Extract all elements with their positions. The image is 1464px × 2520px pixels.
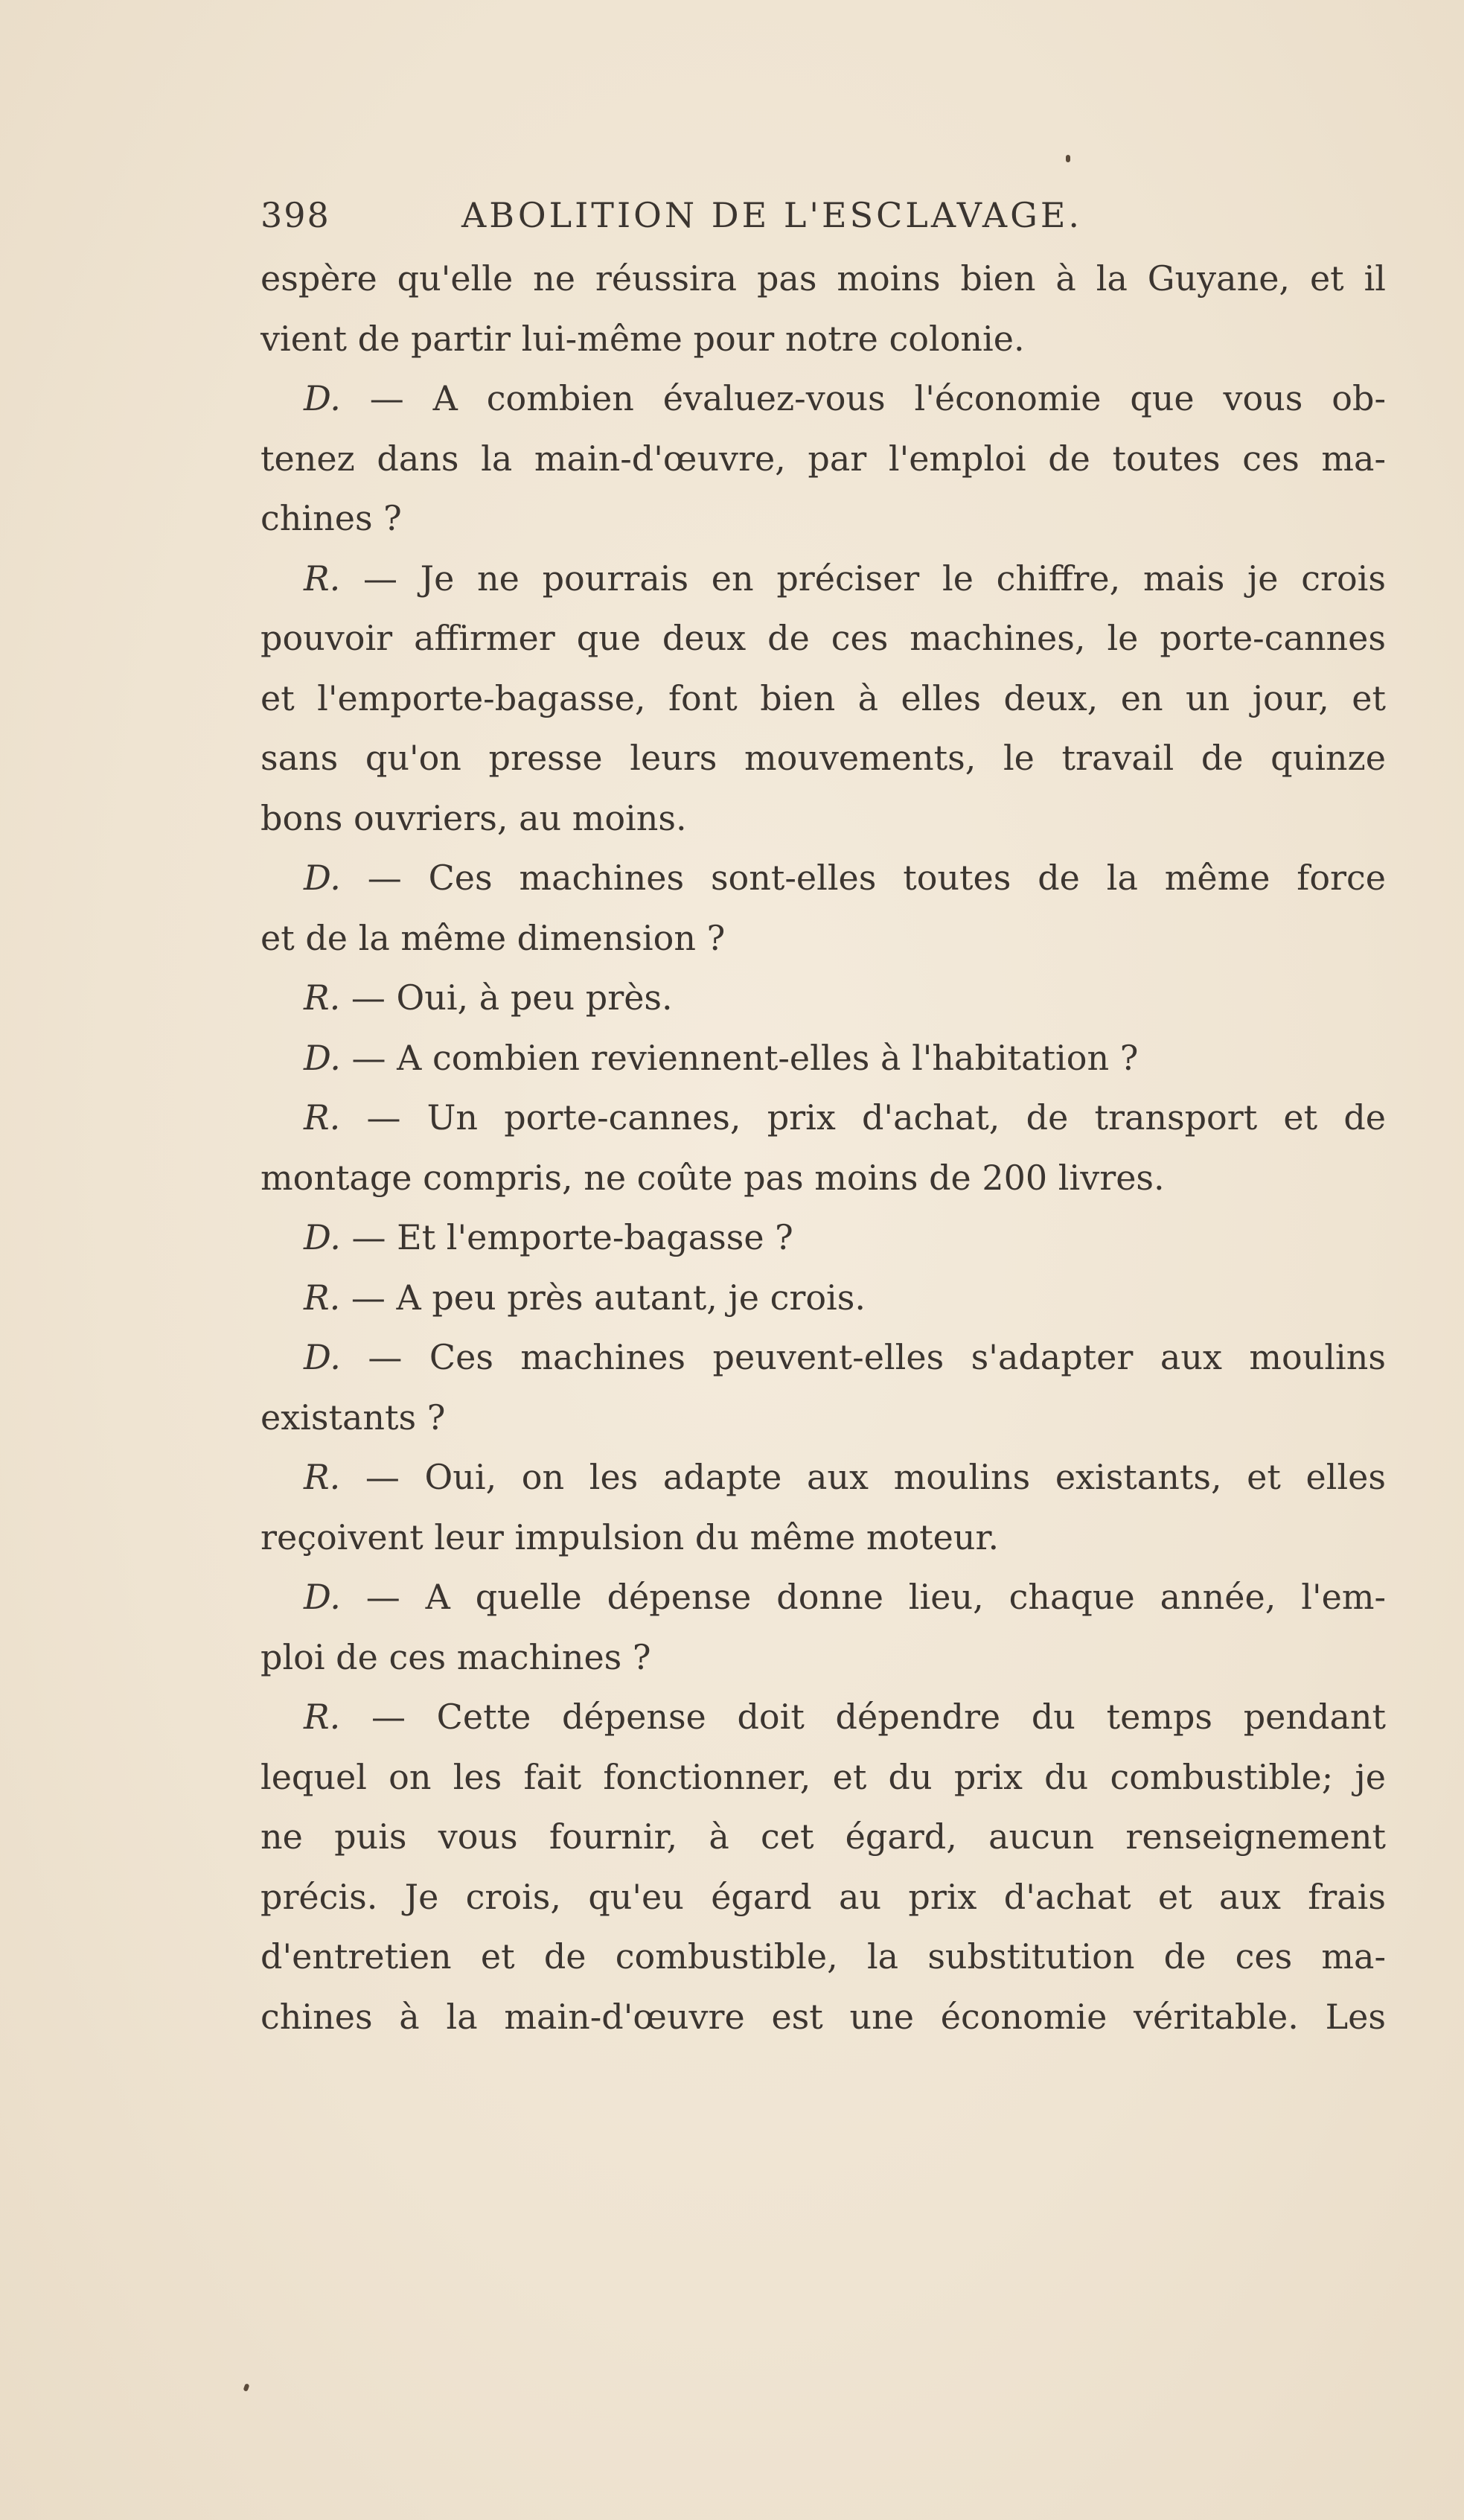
- text-line: [260, 1627, 1386, 1688]
- dialogue-line: [260, 369, 1386, 429]
- speaker-label: R.: [304, 1277, 341, 1318]
- line-text: — Un porte-cannes, prix d'achat, de transport et de: [340, 1097, 1386, 1138]
- speaker-label: D.: [304, 1037, 341, 1078]
- body-text: [260, 249, 1386, 2047]
- line-text: tenez dans la main-d'œuvre, par l'emploi de toutes ces ma-: [260, 438, 1386, 479]
- text-line: [260, 1148, 1386, 1208]
- dialogue-line: [260, 1567, 1386, 1627]
- line-text: — Et l'emporte-bagasse ?: [340, 1217, 793, 1257]
- dialogue-line: [260, 1028, 1386, 1088]
- line-text: ploi de ces machines ?: [260, 1636, 651, 1677]
- line-text: — Ces machines peuvent-elles s'adapter aux moulins: [340, 1337, 1386, 1377]
- speaker-label: D.: [304, 378, 341, 418]
- text-line: [260, 249, 1386, 309]
- line-text: — Cette dépense doit dépendre du temps pendant: [340, 1697, 1386, 1737]
- speaker-label: D.: [304, 1217, 341, 1257]
- line-text: reçoivent leur impulsion du même moteur.: [260, 1516, 1000, 1557]
- dialogue-line: [260, 968, 1386, 1028]
- text-line: [260, 488, 1386, 549]
- speaker-label: R.: [304, 1697, 341, 1737]
- text-line: [260, 429, 1386, 489]
- dialogue-line: [260, 549, 1386, 609]
- ink-speck: [243, 2383, 249, 2391]
- dialogue-line: [260, 1088, 1386, 1148]
- speaker-label: R.: [304, 1457, 341, 1497]
- line-text: sans qu'on presse leurs mouvements, le travail de quinze: [260, 738, 1386, 778]
- line-text: — Oui, à peu près.: [340, 977, 673, 1018]
- line-text: précis. Je crois, qu'eu égard au prix d'achat et aux frais: [260, 1876, 1386, 1917]
- line-text: — A combien évaluez-vous l'économie que vous ob-: [340, 378, 1386, 418]
- page-number: 398: [260, 195, 330, 235]
- text-line: [260, 1388, 1386, 1448]
- text-line: [260, 1807, 1386, 1867]
- speaker-label: D.: [304, 858, 341, 898]
- dialogue-line: [260, 1208, 1386, 1268]
- text-line: [260, 1508, 1386, 1568]
- running-head: ABOLITION DE L'ESCLAVAGE.: [461, 195, 1083, 235]
- page-header: [260, 195, 1386, 249]
- line-text: — Ces machines sont-elles toutes de la même force: [340, 858, 1386, 898]
- speaker-label: R.: [304, 1097, 341, 1138]
- line-text: — Oui, on les adapte aux moulins existants, et elles: [340, 1457, 1386, 1497]
- speaker-label: R.: [304, 977, 341, 1018]
- text-line: [260, 608, 1386, 669]
- dialogue-line: [260, 1447, 1386, 1508]
- line-text: existants ?: [260, 1397, 446, 1438]
- text-line: [260, 669, 1386, 729]
- line-text: ne puis vous fournir, à cet égard, aucun renseignement: [260, 1816, 1386, 1857]
- ink-speck: [1066, 155, 1070, 162]
- line-text: chines ?: [260, 498, 402, 538]
- line-text: et de la même dimension ?: [260, 917, 726, 958]
- text-line: [260, 908, 1386, 969]
- dialogue-line: [260, 1327, 1386, 1388]
- text-line: [260, 1927, 1386, 1987]
- page-text: [260, 195, 1386, 2047]
- line-text: — A combien reviennent-elles à l'habitation ?: [340, 1037, 1139, 1078]
- line-text: — A peu près autant, je crois.: [340, 1277, 866, 1318]
- line-text: — A quelle dépense donne lieu, chaque année, l'em-: [340, 1577, 1386, 1617]
- speaker-label: D.: [304, 1577, 341, 1617]
- speaker-label: D.: [304, 1337, 341, 1377]
- text-line: [260, 788, 1386, 849]
- line-text: — Je ne pourrais en préciser le chiffre, mais je crois: [340, 558, 1386, 599]
- dialogue-line: [260, 1268, 1386, 1328]
- line-text: et l'emporte-bagasse, font bien à elles deux, en un jour, et: [260, 677, 1386, 718]
- line-text: montage compris, ne coûte pas moins de 200 livres.: [260, 1157, 1165, 1198]
- line-text: chines à la main-d'œuvre est une économie véritable. Les: [260, 1996, 1386, 2037]
- text-line: [260, 1867, 1386, 1927]
- text-line: [260, 1747, 1386, 1808]
- text-line: [260, 309, 1386, 369]
- line-text: lequel on les fait fonctionner, et du prix du combustible; je: [260, 1756, 1386, 1797]
- line-text: bons ouvriers, au moins.: [260, 797, 687, 838]
- line-text: espère qu'elle ne réussira pas moins bien à la Guyane, et il: [260, 258, 1386, 299]
- text-line: [260, 728, 1386, 788]
- dialogue-line: [260, 848, 1386, 908]
- line-text: d'entretien et de combustible, la substitution de ces ma-: [260, 1936, 1386, 1977]
- text-line: [260, 1987, 1386, 2047]
- line-text: vient de partir lui-même pour notre colonie.: [260, 318, 1025, 359]
- speaker-label: R.: [304, 558, 341, 599]
- line-text: pouvoir affirmer que deux de ces machines, le porte-cannes: [260, 618, 1386, 658]
- dialogue-line: [260, 1687, 1386, 1747]
